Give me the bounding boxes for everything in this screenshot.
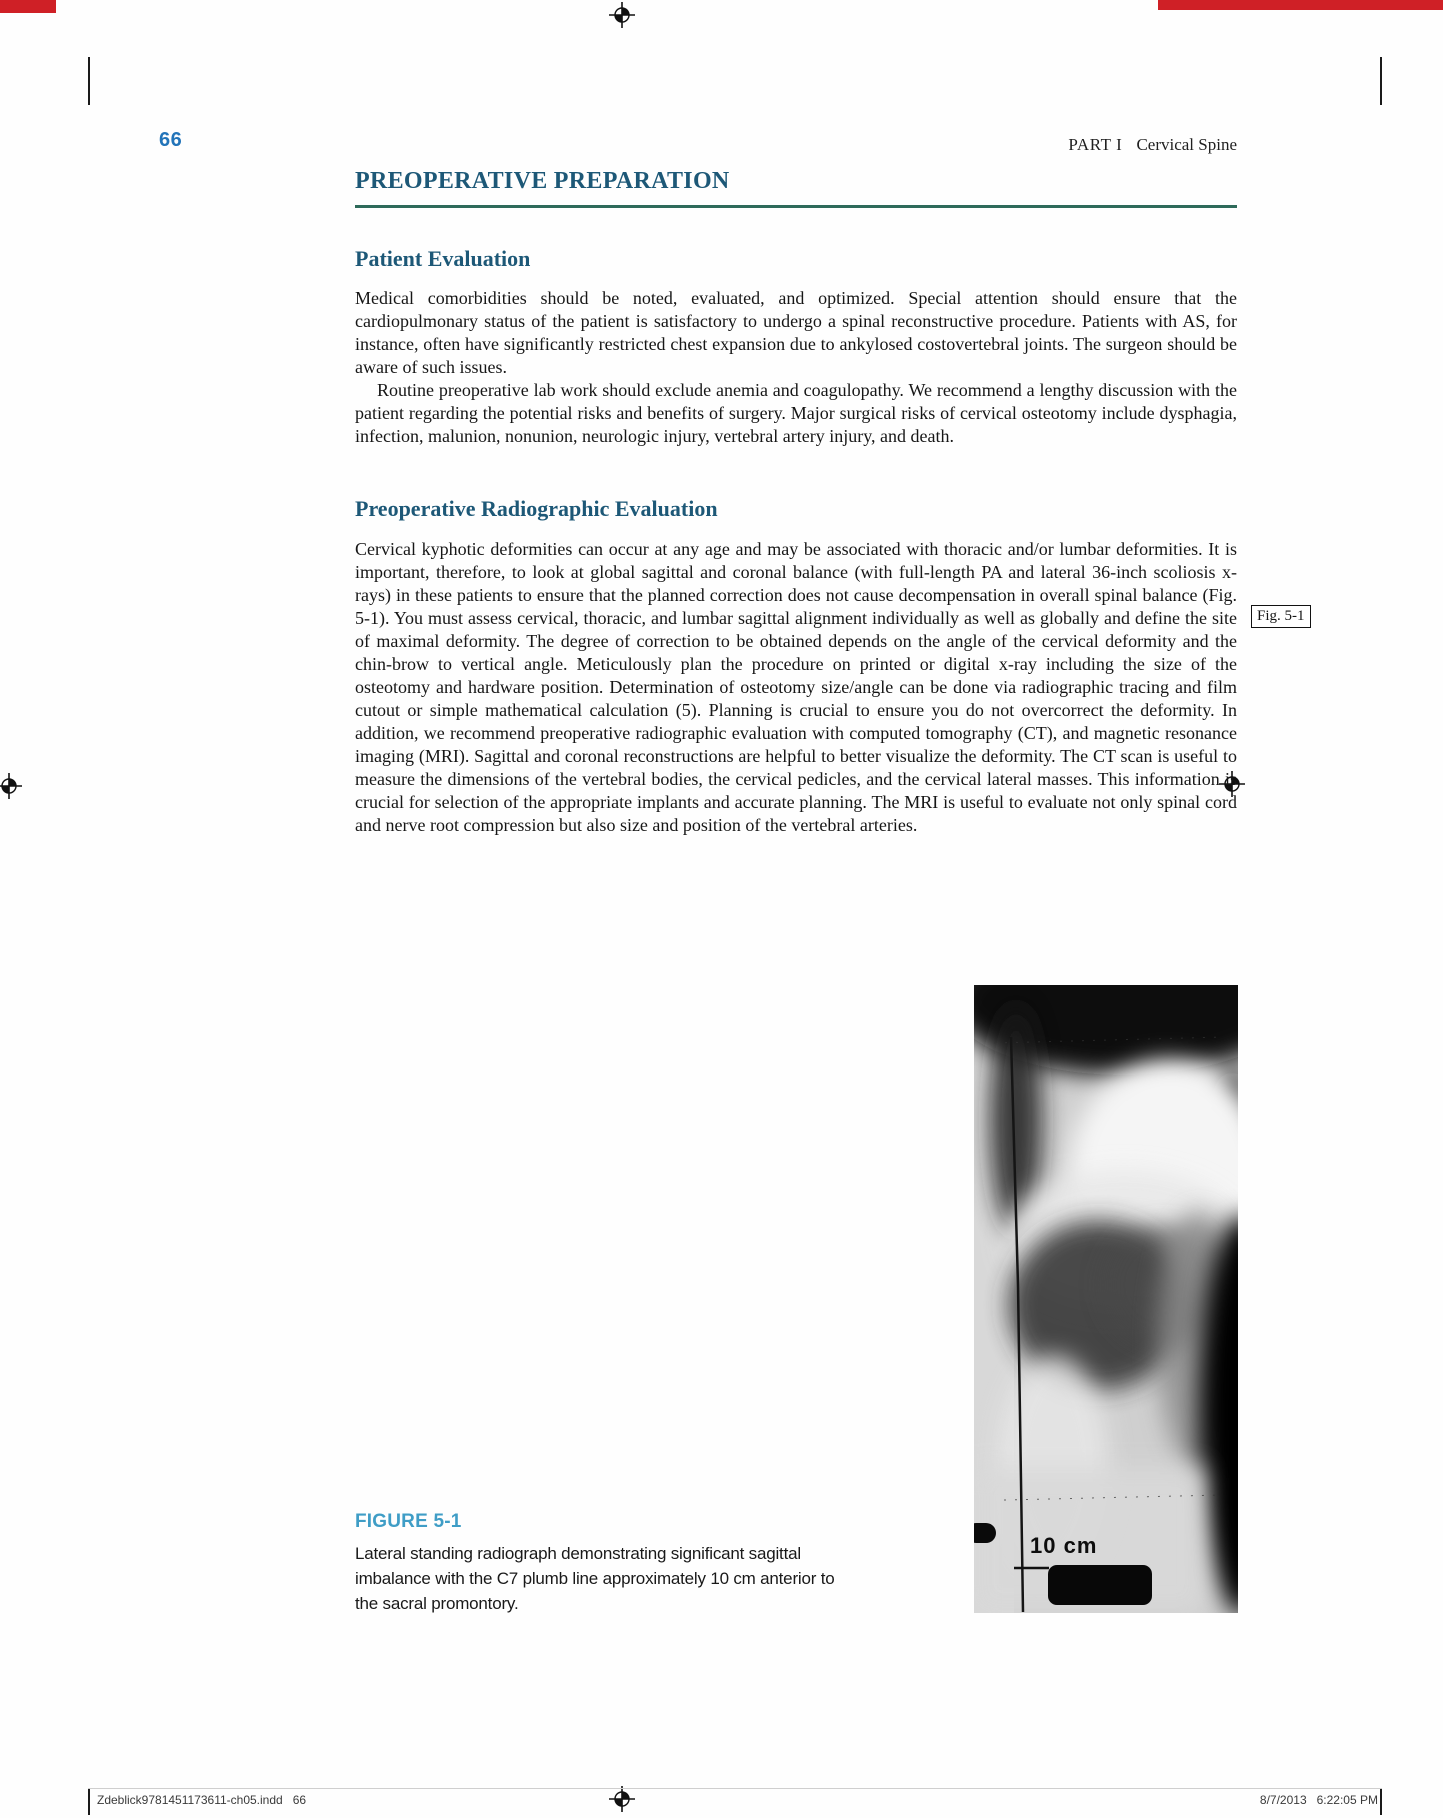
figure-label: FIGURE 5-1 [355,1511,462,1532]
paragraph: Routine preoperative lab work should exclude anemia and coagulopathy. We recommend a lengthy discussion with the patient regarding the potential risks and benefits of surgery. Major surgical risks of cervical osteotomy include dysphagia, infection, malunion, nonunion, neurologic injury, vertebral artery injury, and death. [355,380,1237,446]
crop-mark-top-left [88,57,90,105]
bottom-trim-line [88,1788,1382,1789]
xray-scale-label: 10 cm [1030,1533,1098,1558]
paragraph: Cervical kyphotic deformities can occur at any age and may be associated with thoracic and/or lumbar deformities. It is important, therefore, to look at global sagittal and coronal balance (with full-length PA and lateral 36-inch scoliosis x-rays) in these patients to ensure that the planned correction does not cause decompensation in overall spinal balance (Fig. 5-1). You must assess cervical, thoracic, and lumbar sagittal alignment individually as well as globally and define the site of maximal deformity. The degree of correction to be obtained depends on the angle of the cervical deformity and the chin-brow to vertical angle. Meticulously plan the procedure on printed or digital x-ray including the size of the osteotomy and hardware position. Determination of osteotomy size/angle can be done via radiographic tracing and film cutout or simple mathematical calculation (5). Planning is crucial to ensure you do not overcorrect the deformity. In addition, we recommend preoperative radiographic evaluation with computed tomography (CT), and magnetic resonance imaging (MRI). Sagittal and coronal reconstructions are helpful to better visualize the deformity. The CT scan is useful to measure the dimensions of the vertebral bodies, the cervical pedicles, and the cervical lateral masses. This information is crucial for selection of the appropriate implants and accurate planning. The MRI is useful to evaluate not only spinal cord and nerve root compression but also size and position of the vertebral arteries. [355,539,1237,835]
subsection-title-patient-evaluation: Patient Evaluation [355,246,531,271]
ink-color-bar-right [1158,0,1443,10]
figure-5-1-radiograph [974,985,1238,1613]
registration-mark-top [609,2,635,28]
paragraph: Medical comorbidities should be noted, evaluated, and optimized. Special attention should ensure that the cardiopulmonary status of the patient is satisfactory to undergo a spinal reconstructive procedure. Patients with AS, for instance, often have significantly restricted chest expansion due to ankylosed costovertebral joints. The surgeon should be aware of such issues. [355,288,1237,377]
crop-mark-top-right [1380,57,1382,105]
footer-filename: Zdeblick9781451173611-ch05.indd 66 [97,1793,307,1807]
footer-timestamp: 8/7/2013 6:22:05 PM [1259,1793,1378,1807]
running-head [1068,135,1237,155]
radiograph-image [974,985,1238,1613]
margin-figure-reference: Fig. 5-1 [1251,605,1311,628]
section-title: PREOPERATIVE PREPARATION [355,168,730,194]
radiographic-evaluation-text [355,538,1237,837]
crop-mark-bottom-left [88,1789,90,1815]
running-head-part: PART I [1068,135,1123,154]
crop-mark-bottom-right [1380,1789,1382,1815]
section-title-rule [355,205,1237,208]
subsection-title-radiographic-evaluation: Preoperative Radiographic Evaluation [355,496,718,521]
patient-evaluation-text [355,287,1237,448]
running-head-chapter: Cervical Spine [1136,135,1237,154]
page-number: 66 [159,129,183,151]
figure-caption: Lateral standing radiograph demonstrating significant sagittal imbalance with the C7 plumb line approximately 10 cm anterior to the sacral promontory. [355,1544,835,1613]
registration-mark-left [0,773,22,799]
registration-mark-bottom [609,1786,635,1812]
ink-color-bar-left [0,0,56,13]
